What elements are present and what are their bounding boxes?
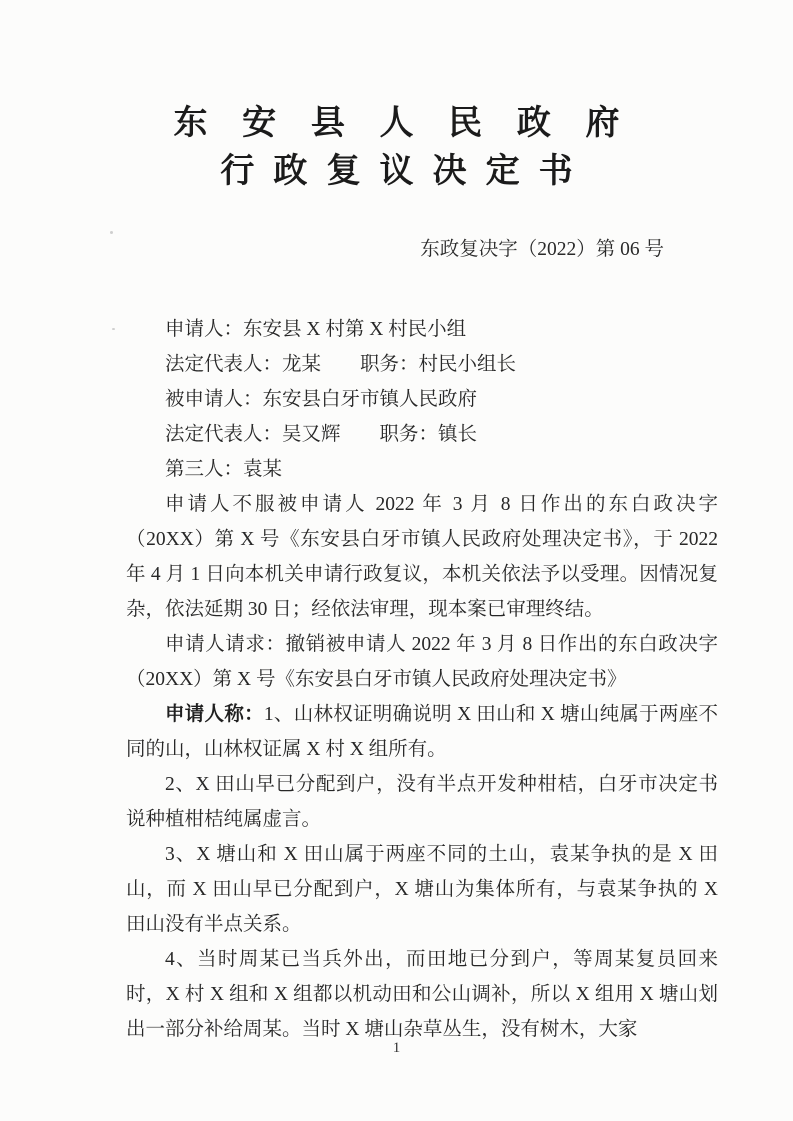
paragraph-applicant-request [126, 627, 718, 697]
paragraph-applicant-claim-3 [126, 837, 718, 942]
paragraph-text: 2、X 田山早已分配到户，没有半点开发种柑桔，白牙市决定书说种植柑桔纯属虚言。 [126, 774, 718, 830]
document-number: 东政复决字（2022）第 06 号 [420, 239, 664, 260]
paragraph-text: 3、X 塘山和 X 田山属于两座不同的土山，袁某争执的是 X 田山，而 X 田山早已分配到户，X 塘山为集体所有，与袁某争执的 X 田山没有半点关系。 [126, 844, 718, 935]
paragraph-text: 申请人请求：撤销被申请人 2022 年 3 月 8 日作出的东白政决字（20XX）第 X 号《东安县白牙市镇人民政府处理决定书》 [126, 634, 718, 690]
party-line-third-party: 第三人：袁某 [165, 459, 283, 480]
party-line-applicant: 申请人：东安县 X 村第 X 村民小组 [165, 319, 467, 340]
party-line-legal-representative-2: 法定代表人：吴又辉 职务：镇长 [165, 424, 478, 445]
paragraph-case-intro [126, 487, 718, 627]
paragraph-applicant-claim-1 [126, 697, 718, 767]
paragraph-lead: 申请人称： [165, 704, 264, 725]
page-number: 1 [392, 1040, 401, 1056]
scan-speck [110, 231, 113, 234]
paragraph-applicant-claim-4 [126, 942, 718, 1047]
party-line-respondent: 被申请人：东安县白牙市镇人民政府 [165, 389, 478, 410]
paragraph-applicant-claim-2 [126, 767, 718, 837]
document-title-line1: 东安县人民政府 [173, 104, 655, 142]
document-body [126, 312, 718, 1047]
scan-speck [112, 328, 115, 330]
party-line-legal-representative-1: 法定代表人：龙某 职务：村民小组长 [165, 354, 517, 375]
paragraph-text: 申请人不服被申请人 2022 年 3 月 8 日作出的东白政决字（20XX）第 X 号《东安县白牙市镇人民政府处理决定书》，于 2022 年 4 月 1 日向本机关申请行政复议，本机关依法予以受理。因情况复杂，依法延期 30 日；经依法审理，现本案已审理终结。 [126, 494, 718, 620]
document-title [0, 103, 793, 191]
document-title-line2: 行政复议决定书 [220, 152, 592, 190]
paragraph-text: 1、山林权证明确说明 X 田山和 X 塘山纯属于两座不同的山，山林权证属 X 村 X 组所有。 [126, 704, 718, 760]
paragraph-text: 4、当时周某已当兵外出，而田地已分到户，等周某复员回来时，X 村 X 组和 X 组都以机动田和公山调补，所以 X 组用 X 塘山划出一部分补给周某。当时 X 塘山杂草丛生，没有树木，大家 [126, 949, 718, 1040]
